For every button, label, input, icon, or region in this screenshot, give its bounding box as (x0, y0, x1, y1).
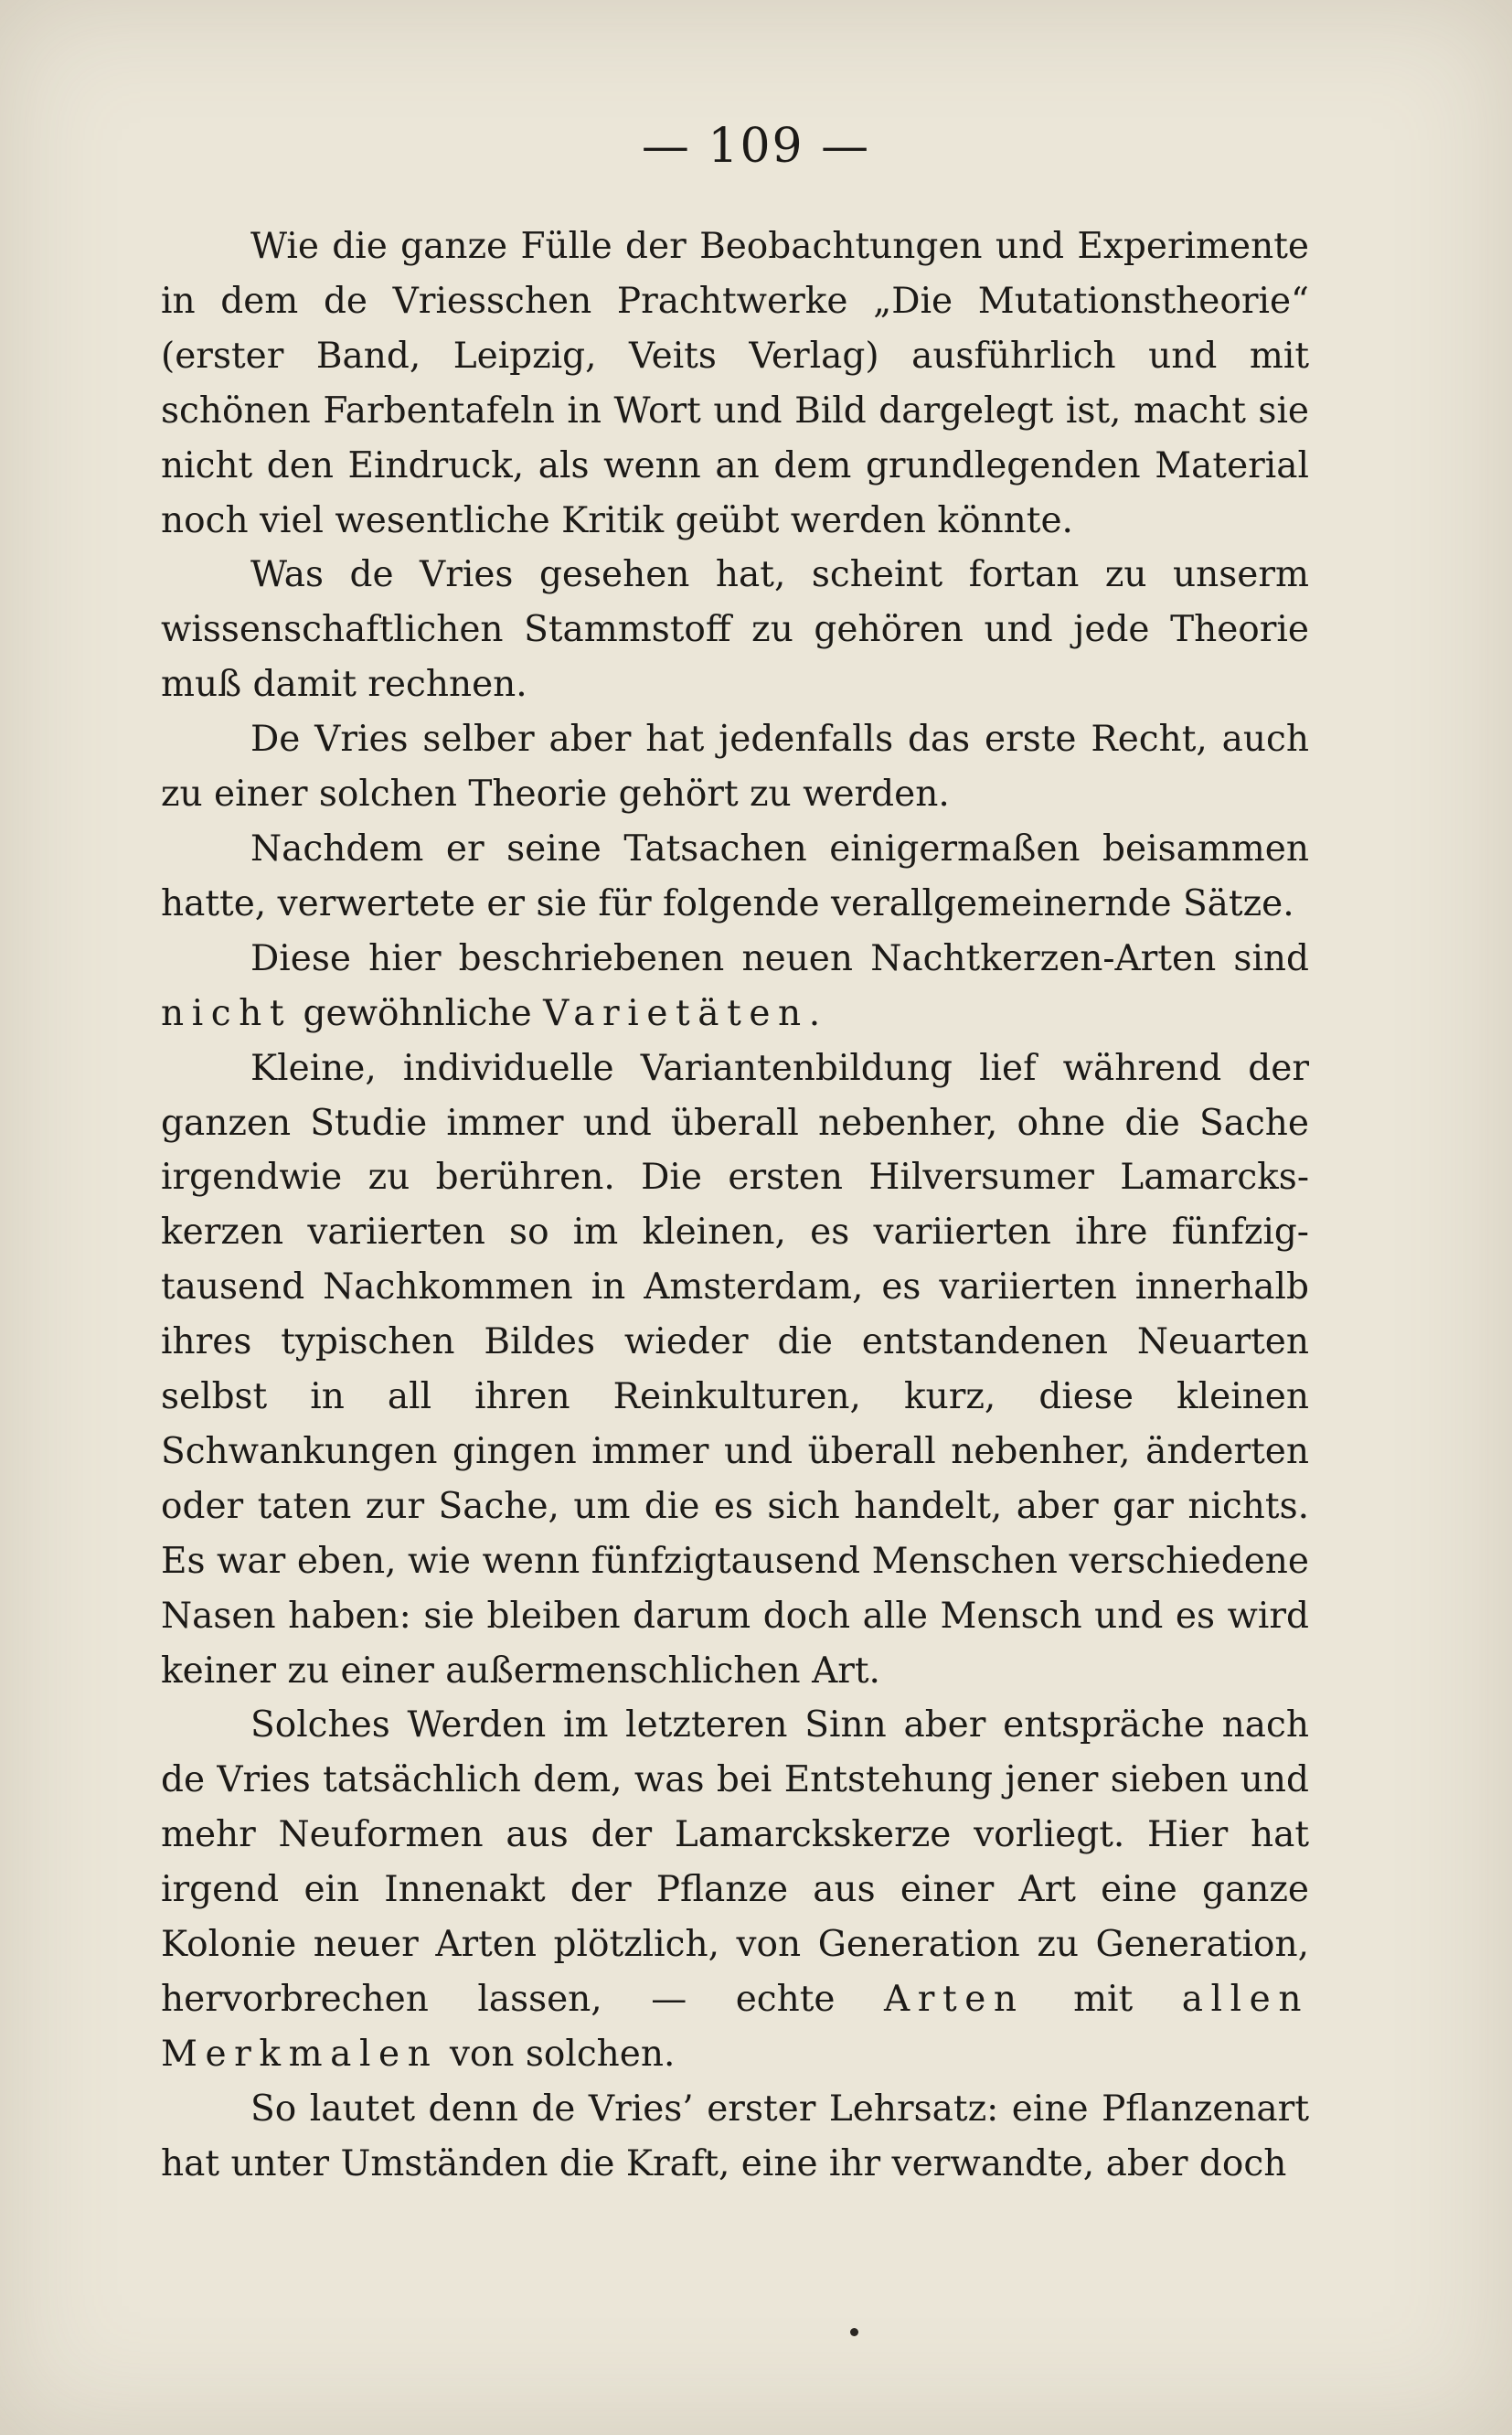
emphasis-spaced-text: Varietäten (543, 992, 809, 1034)
paragraph-7-text-c: von solchen. (438, 2033, 676, 2075)
paragraph-6: Kleine, individuelle Variantenbildung lief während der ganzen Studie immer und überall nebenher, ohne die Sache irgendwie zu berühren. Die ersten Hilversumer Lamarcks-kerzen variierten so im kleinen, es variierten ihre fünfzig-tausend Nachkommen in Amsterdam, es variierten innerhalb ihres typischen Bildes wieder die entstandenen Neuarten selbst in all ihren Reinkulturen, kurz, diese kleinen Schwankungen gingen immer und überall nebenher, änderten oder taten zur Sache, um die es sich handelt, aber gar nichts. Es war eben, wie wenn fünfzigtausend Menschen verschiedene Nasen haben: sie bleiben darum doch alle Mensch und es wird keiner zu einer außermenschlichen Art. (161, 1047, 1309, 1692)
paragraph-8: So lautet denn de Vries’ erster Lehrsatz: eine Pflanzenart hat unter Umständen die Kraft, eine ihr verwandte, aber doch (161, 2088, 1309, 2184)
paragraph-5-text-b: gewöhnliche (292, 992, 544, 1034)
body-text (161, 219, 1309, 2192)
paragraph-5-text-a: Diese hier beschriebenen neuen Nachtkerzen-Arten sind (250, 937, 1309, 979)
ink-speck (850, 2328, 858, 2336)
paragraph-5-text-c: . (808, 992, 821, 1034)
emphasis-spaced-text: nicht (161, 992, 293, 1034)
paragraph-3: De Vries selber aber hat jedenfalls das erste Recht, auch zu einer solchen Theorie gehört zu werden. (161, 719, 1309, 816)
paragraph-7 (161, 1698, 1309, 2081)
page-number: — 109 — (641, 119, 871, 174)
paragraph-7-text-b: mit (1024, 1979, 1182, 2020)
emphasis-spaced-text: allen Merkmalen (161, 1979, 1310, 2075)
paragraph-2: Was de Vries gesehen hat, scheint fortan zu unserm wissenschaftlichen Stammstoff zu gehören und jede Theorie muß damit rechnen. (161, 554, 1309, 706)
paragraph-1: Wie die ganze Fülle der Beobachtungen und Experimente in dem de Vriesschen Prachtwerke „Die Mutationstheorie“ (erster Band, Leipzig, Veits Verlag) ausführlich und mit schönen Farbentafeln in Wort und Bild dargelegt ist, macht sie nicht den Eindruck, als wenn an dem grundlegenden Material noch viel wesentliche Kritik geübt werden könnte. (161, 226, 1309, 541)
emphasis-spaced-text: Arten (884, 1979, 1025, 2020)
paragraph-5 (161, 932, 1309, 1041)
paragraph-4: Nachdem er seine Tatsachen einigermaßen beisammen hatte, verwertete er sie für folgende verallgemeinernde Sätze. (161, 828, 1309, 924)
paragraph-7-text-a: Solches Werden im letzteren Sinn aber entspräche nach de Vries tatsächlich dem, was bei Entstehung jener sieben und mehr Neuformen aus der Lamarckskerze vorliegt. Hier hat irgend ein Innenakt der Pflanze aus einer Art eine ganze Kolonie neuer Arten plötzlich, von Generation zu Generation, hervorbrechen lassen, — echte (161, 1704, 1309, 2020)
